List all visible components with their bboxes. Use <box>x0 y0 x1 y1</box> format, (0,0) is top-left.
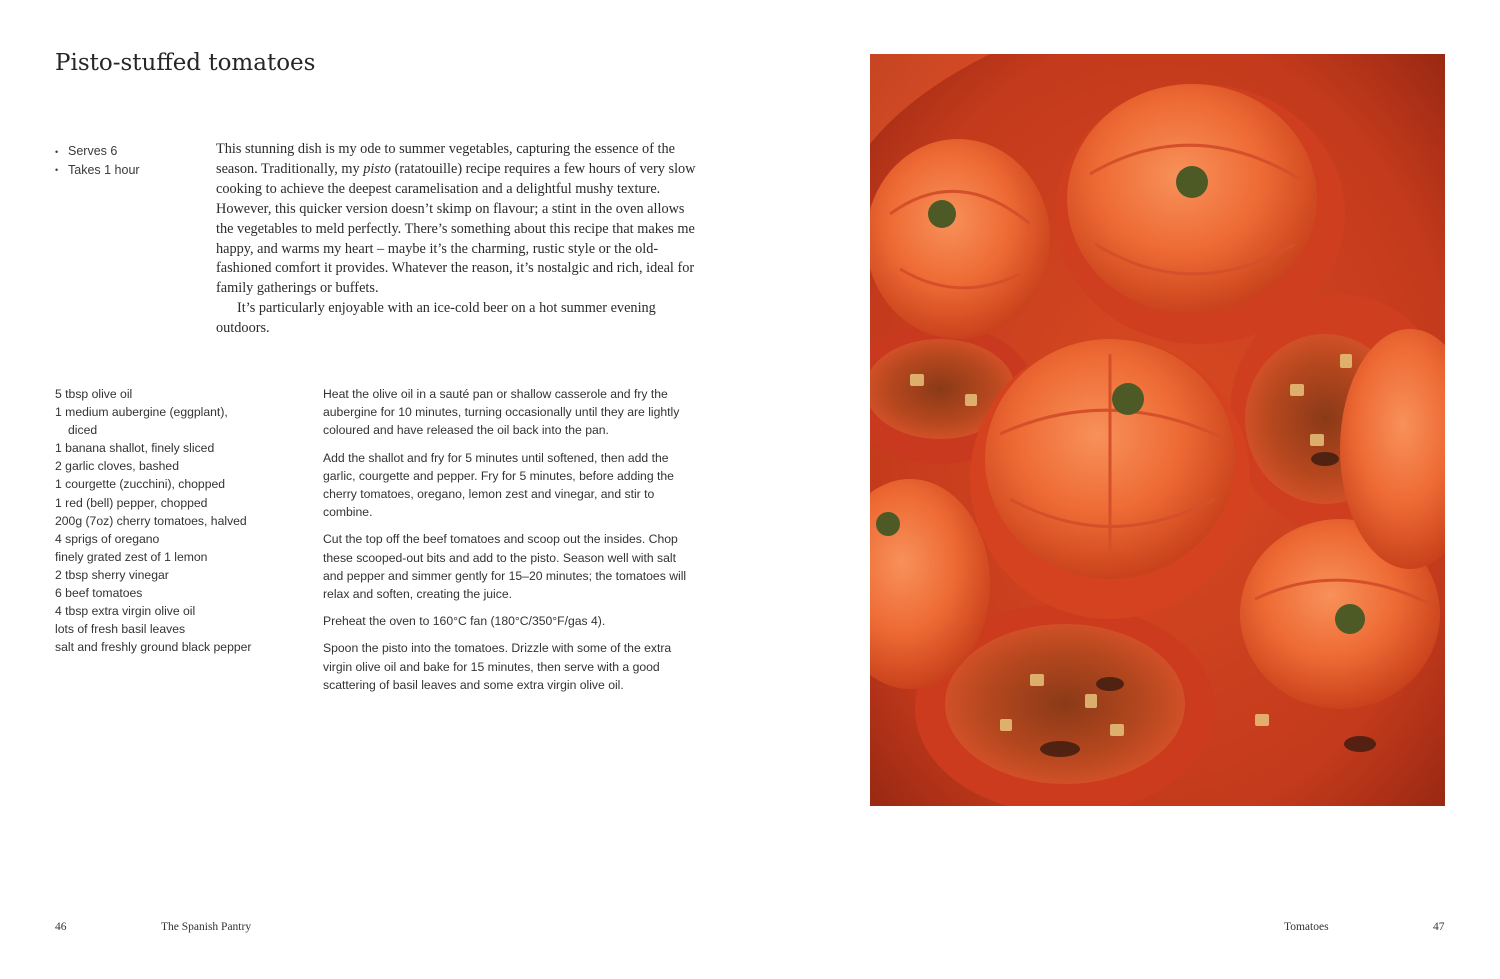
ingredient-item: 1 courgette (zucchini), chopped <box>55 477 226 492</box>
stuffed-tomatoes-photo <box>870 54 1445 806</box>
ingredient-item: 1 red (bell) pepper, chopped <box>55 495 208 510</box>
method-steps <box>323 385 693 703</box>
ingredients-list <box>55 385 305 656</box>
ingredient-item: 1 banana shallot, finely sliced <box>55 441 215 456</box>
recipe-title: Pisto-stuffed tomatoes <box>55 50 316 76</box>
ingredient-item: 4 sprigs of oregano <box>55 531 160 546</box>
ingredient-item: lots of fresh basil leaves <box>55 622 186 637</box>
intro-paragraph-2: It’s particularly enjoyable with an ice-cold beer on a hot summer evening outdoors. <box>216 300 656 337</box>
ingredient-item: 6 beef tomatoes <box>55 586 143 601</box>
ingredient-item: 1 medium aubergine (eggplant), <box>55 405 228 420</box>
ingredient-item: 2 garlic cloves, bashed <box>55 459 179 474</box>
ingredient-item: 5 tbsp olive oil <box>55 387 133 401</box>
time-label: • Takes 1 hour <box>55 161 140 180</box>
photo-illustration <box>870 54 1445 806</box>
intro-italic-word: pisto <box>363 160 392 177</box>
tomato-top-left <box>870 139 1050 339</box>
running-title-left: The Spanish Pantry <box>161 921 252 933</box>
intro-text-end: (ratatouille) recipe requires a few hours of very slow cooking to achieve the deepest caramelisation and a delightful mushy texture. However, this quicker version doesn’t skimp on flavour; a stint in the oven allows the vegetables to meld perfectly. There’s something about this recipe that makes me happy, and warms my heart – maybe it’s the charming, rustic style or the old-fashioned comfort it provides. Whatever the reason, it’s nostalgic and rich, ideal for family gatherings or buffets. <box>216 160 696 297</box>
method-step: Preheat the oven to 160°C fan (180°C/350°F/gas 4). <box>323 614 606 629</box>
ingredient-item-continued: diced <box>68 423 98 438</box>
page-number-right: 47 <box>1433 921 1445 933</box>
page-number-left: 46 <box>55 921 67 933</box>
running-title-right: Tomatoes <box>1284 921 1329 933</box>
recipe-meta <box>55 142 140 179</box>
recipe-intro <box>216 140 696 339</box>
ingredient-item: 2 tbsp sherry vinegar <box>55 567 169 582</box>
ingredient-item: salt and freshly ground black pepper <box>55 640 252 655</box>
method-step: Add the shallot and fry for 5 minutes until softened, then add the garlic, courgette and pepper. Fry for 5 minutes, before adding the cherry tomatoes, oregano, lemon zest and vinegar, and stir to combine. <box>323 450 674 520</box>
method-step: Heat the olive oil in a sauté pan or shallow casserole and fry the aubergine for 10 minutes, turning occasionally until they are lightly coloured and have released the oil back into the pan. <box>323 387 680 438</box>
intro-text-start: This stunning dish is my ode to summer vegetables, capturing the essence of the season. Traditionally, my <box>216 141 675 177</box>
ingredient-item: 4 tbsp extra virgin olive oil <box>55 604 196 619</box>
method-step: Spoon the pisto into the tomatoes. Drizzle with some of the extra virgin olive oil and bake for 15 minutes, then serve with a good scattering of basil leaves and some extra virgin olive oil. <box>323 641 672 692</box>
tomato-center <box>970 339 1250 619</box>
tomato-top-right <box>1055 84 1345 344</box>
method-step: Cut the top off the beef tomatoes and scoop out the insides. Chop these scooped-out bits and add to the pisto. Season well with salt and pepper and simmer gently for 15–20 minutes; the tomatoes will relax and soften, creating the juice. <box>323 532 687 602</box>
serves-label: • Serves 6 <box>55 142 140 161</box>
intro-paragraph-1 <box>216 140 696 299</box>
ingredient-item: 200g (7oz) cherry tomatoes, halved <box>55 513 247 528</box>
ingredient-item: finely grated zest of 1 lemon <box>55 549 208 564</box>
